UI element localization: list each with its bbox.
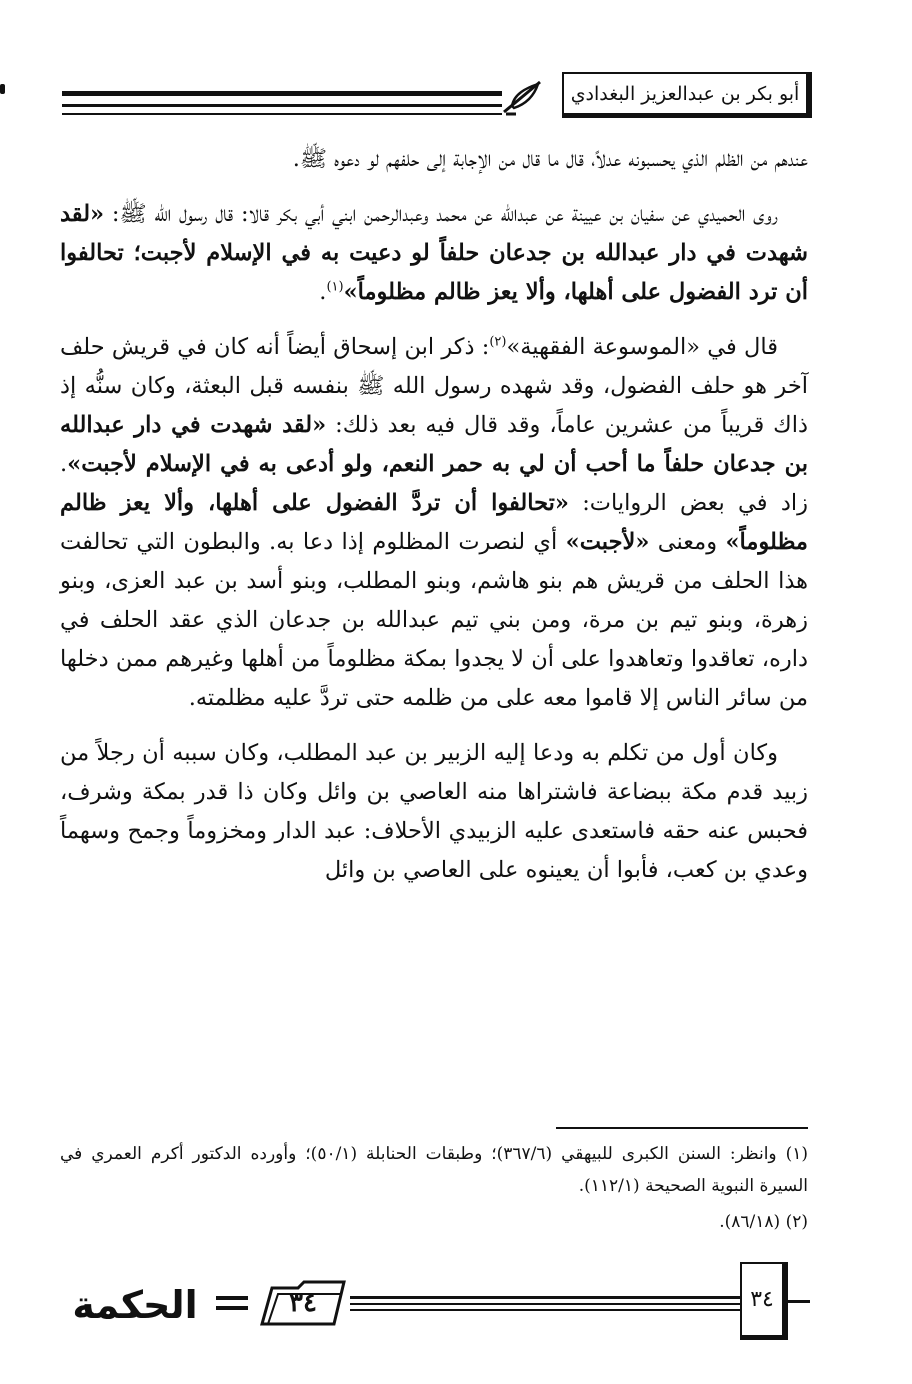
footnote-ref: (١) (326, 279, 344, 295)
equals-mark (216, 1296, 248, 1316)
paragraph (60, 140, 808, 179)
header-rule (62, 113, 502, 115)
footer-rule (788, 1300, 810, 1303)
body-text (60, 140, 808, 906)
quill-icon (500, 76, 544, 120)
text-run: وكان أول من تكلم به ودعا إليه الزبير بن عبد المطلب، وكان سببه أن رجلاً من زبيد قدم مكة ببضاعة فاشتراها منه العاصي بن وائل وكان ذا قدر بمكة وشرف، فحبس عنه حقه فاستعدى عليه الزبيدي الأحلاف: عبد الدار ومخزوماً وجمح وسهماً وعدي بن كعب، فأبوا أن يعينوه على العاصي بن وائل (60, 740, 808, 883)
text-run: ومعنى (649, 529, 726, 555)
footer-rule (350, 1309, 740, 1311)
footnote-separator (556, 1127, 808, 1129)
page-number: ٣٤ (740, 1262, 788, 1340)
hadith-quote: «تحالفوا أن تردَّ الفضول على أهلها، وألا يعز ظالم مظلوماً» (60, 490, 808, 555)
text-run: . زاد في بعض الروايات: (60, 451, 808, 516)
folder-label: ٣٤ (289, 1288, 317, 1318)
paragraph (60, 734, 808, 890)
header-rule (62, 104, 502, 107)
footer-rule (350, 1296, 740, 1299)
corner-mark (0, 84, 5, 94)
footnote-text: (٨٦/١٨). (719, 1212, 781, 1232)
footer-rule (350, 1303, 740, 1305)
hadith-quote: «لقد شهدت في دار عبدالله بن جدعان حلفاً ما أحب أن لي به حمر النعم، ولو أدعى به في الإسلام لأجبت» (60, 412, 808, 477)
footnote-number: (٢) (780, 1212, 808, 1232)
header-rule (62, 91, 502, 96)
footnote (60, 1138, 808, 1202)
text-run: قال في «الموسوعة الفقهية» (506, 334, 778, 360)
paragraph (60, 195, 808, 312)
publisher-logo: الحكمة (72, 1283, 198, 1327)
paragraph (60, 328, 808, 718)
hadith-quote: «لأجبت» (565, 529, 650, 555)
footnotes (60, 1138, 808, 1242)
text-run: أي لنصرت المظلوم إذا دعا به. والبطون التي تحالفت هذا الحلف من قريش هم بنو هاشم، وبنو المطلب، وبنو أسد بن عبد العزى، وبنو زهرة، وبنو تيم بن مرة، ومن بني تيم عبدالله بن جدعان الذي عقد الحلف في داره، تعاقدوا وتعاهدوا على أن لا يجدوا بمكة مظلوماً من أهلها وغيرهم ممن دخلها من سائر الناس إلا قاموا معه على من ظلمه حتى تردَّ عليه مظلمته. (60, 529, 808, 711)
footnote-number: (١) (776, 1144, 808, 1164)
text-run: : ذكر ابن إسحاق أيضاً أنه كان في قريش حلف آخر هو حلف الفضول، وقد شهده رسول الله ﷺ بنفسه قبل البعثة، وكان سنُّه إذ ذاك قريباً من عشرين عاماً، وقد قال فيه بعد ذلك: (60, 334, 808, 438)
footnote-text: وانظر: السنن الكبرى للبيهقي (٣٦٧/٦)؛ وطبقات الحنابلة (٥٠/١)؛ وأورده الدكتور أكرم العمري في السيرة النبوية الصحيحة (١١٢/١). (60, 1144, 808, 1196)
text-run: روى الحميدي عن سفيان بن عيينة عن عبدالله عن محمد وعبدالرحمن ابني أبي بكر قالا: قال رسول الله ﷺ: (104, 201, 778, 227)
running-head: أبو بكر بن عبدالعزيز البغدادي (562, 72, 812, 118)
footnote-ref: (٢) (489, 334, 507, 350)
text-run: عندهم من الظلم الذي يحسبونه عدلاً، قال ما قال من الإجابة إلى حلفهم لو دعوه ﷺ. (292, 146, 808, 172)
footnote (60, 1206, 808, 1238)
hadith-quote: «لقد شهدت في دار عبدالله بن جدعان حلفاً لو دعيت به في الإسلام لأجبت؛ تحالفوا أن ترد الفضول على أهلها، وألا يعز ظالم مظلوماً» (60, 201, 808, 305)
text-run: . (319, 279, 327, 305)
